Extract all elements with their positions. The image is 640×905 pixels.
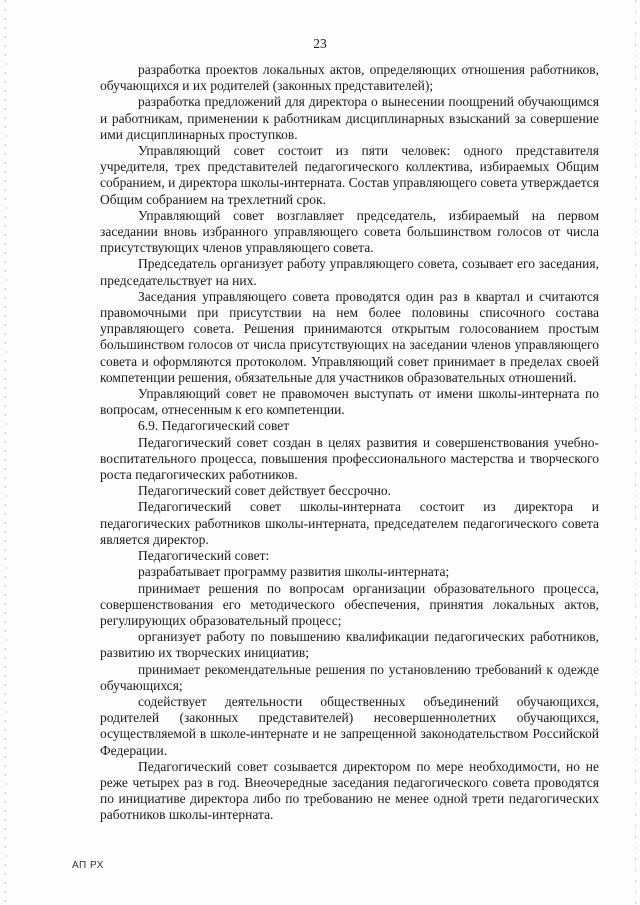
list-item-public-associations: содействует деятельности общественных объединений обучающихся, родителей (законных представителей) несовершеннолетних обучающихся, осуществляемой в школе-интернате и не запрещенной законодательством Российской Федерации. — [100, 693, 599, 758]
list-item-dress-requirements: принимает рекомендательные решения по установлению требований к одежде обучающихся; — [100, 661, 599, 693]
page-number: 23 — [313, 36, 327, 51]
paragraph-pedagogical-purpose: Педагогический совет создан в целях развития и совершенствования учебно-воспитательного процесса, повышения профессионального мастерства и творческого роста педагогических работников. — [100, 434, 599, 483]
section-heading-pedagogical-council: 6.9. Педагогический совет — [138, 418, 290, 434]
list-item-development-program: разрабатывает программу развития школы-интерната; — [138, 564, 450, 580]
paragraph-pedagogical-meetings: Педагогический совет созывается директором по мере необходимости, но не реже четырех раз в год. Внеочередные заседания педагогического совета проводятся по инициативе директора либо по требованию не менее одной трети педагогических работников школы-интерната. — [100, 758, 599, 823]
paragraph-council-chair: Управляющий совет возглавляет председатель, избираемый на первом заседании вновь избранного управляющего совета большинством голосов от числа присутствующих членов управляющего совета. — [100, 207, 599, 256]
paragraph-proposals-incentives: разработка предложений для директора о вынесении поощрений обучающимся и работникам, применении к работникам дисциплинарных взысканий за совершение ими дисциплинарных проступков. — [100, 94, 599, 142]
document-body — [100, 62, 599, 824]
paragraph-council-limits: Управляющий совет не правомочен выступать от имени школы-интерната по вопросам, отнесенным к его компетенции. — [100, 386, 599, 418]
paragraph-pedagogical-term: Педагогический совет действует бессрочно. — [138, 483, 391, 499]
scan-edge-right — [635, 0, 636, 905]
paragraph-council-meetings: Заседания управляющего совета проводятся один раз в квартал и считаются правомочными при присутствии на нем более половины списочного состава управляющего совета. Решения принимаются открытым голосованием простым большинством голосов от числа присутствующих на заседании членов управляющего совета и оформляются протоколом. Управляющий совет принимает в пределах своей компетенции решения, обязательные для участников образовательных отношений. — [100, 288, 599, 385]
paragraph-chair-duties: Председатель организует работу управляющего совета, созывает его заседания, председательствует на них. — [100, 256, 599, 288]
paragraph-pedagogical-composition: Педагогический совет школы-интерната состоит из директора и педагогических работников школы-интерната, председателем педагогического совета является директор. — [100, 499, 599, 547]
list-item-process-decisions: принимает решения по вопросам организации образовательного процесса, совершенствования его методического обеспечения, принятия локальных актов, регулирующих образовательный процесс; — [100, 580, 599, 628]
paragraph-council-composition: Управляющий совет состоит из пяти человек: одного представителя учредителя, трех представителей педагогического коллектива, избираемых Общим собранием, и директора школы-интерната. Состав управляющего совета утверждается Общим собранием на трехлетний срок. — [100, 143, 599, 207]
scan-edge-left — [5, 0, 6, 905]
paragraph-pedagogical-intro: Педагогический совет: — [138, 548, 270, 564]
paragraph-develop-local-acts: разработка проектов локальных актов, определяющих отношения работников, обучающихся и их родителей (законных представителей); — [100, 62, 599, 94]
list-item-qualification: организует работу по повышению квалификации педагогических работников, развитию их творческих инициатив; — [100, 629, 599, 661]
footer-mark: АП РХ — [72, 860, 104, 871]
